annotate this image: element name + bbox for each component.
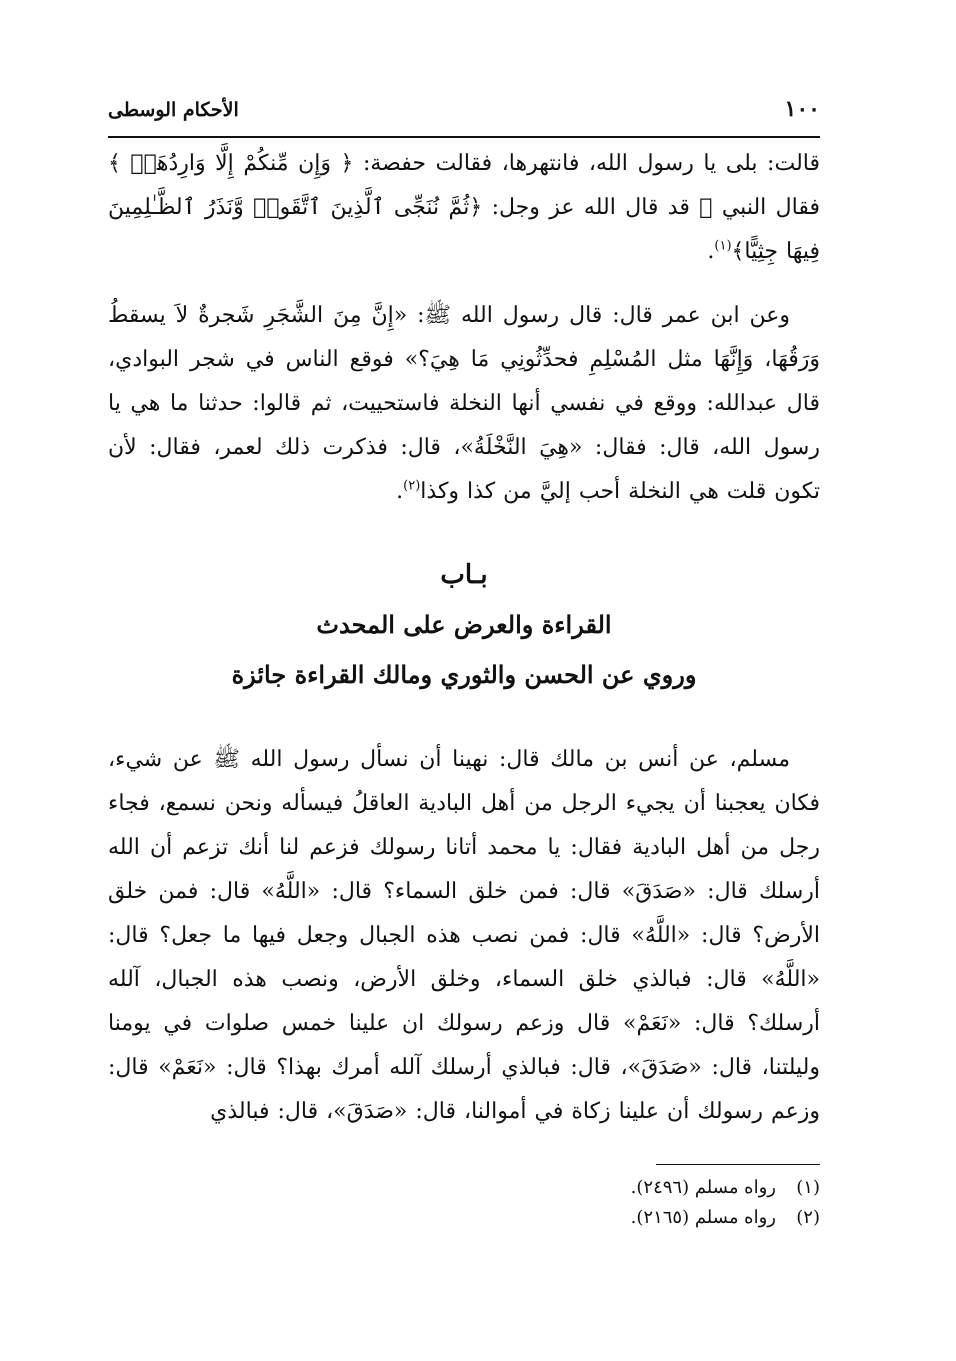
paragraph-hafsa: قالت: بلى يا رسول الله، فانتهرها، فقالت حفصة: ﴿ وَإِن مِّنكُمْ إِلَّا وَارِدُهَاۚ ﴾ فقال النبي ﷺ قد قال الله عز وجل: ﴿ثُمَّ نُنَجِّى ٱلَّذِينَ ٱتَّقَوا۟ وَّنَذَرُ ٱلظَّـٰلِمِينَ فِيهَا جِثِيًّا﴾$^{(١)}$. — [108, 151, 820, 264]
page-number: ١٠٠ — [784, 96, 820, 122]
paragraph-ibn-umar: وعن ابن عمر قال: قال رسول الله ﷺ: «إِنَّ مِنَ الشَّجَرِ شَجرةٌ لاَ يسقطُ وَرَقُهَا، وَإِنَّهَا مثل المُسْلِمِ فحدِّثُونِي مَا هِيَ؟» فوقع الناس في شجر البوادي، قال عبدالله: ووقع في نفسي أنها النخلة فاستحييت، ثم قالوا: حدثنا ما هي يا رسول الله، قال: فقال: «هِيَ النَّخْلَةُ»، قال: فذكرت ذلك لعمر، فقال: لأن تكون قلت هي النخلة أحب إليَّ من كذا وكذا$^{(٢)}$. — [108, 303, 821, 504]
chapter-label: بـاب — [440, 560, 488, 590]
footnote-text: رواه مسلم (٢٤٩٦). — [630, 1177, 776, 1198]
footnote-number: (٢) — [796, 1207, 820, 1228]
header-rule — [108, 136, 820, 138]
footnotes — [108, 1173, 820, 1233]
paragraph-anas: مسلم، عن أنس بن مالك قال: نهينا أن نسأل رسول الله ﷺ عن شيء، فكان يعجبنا أن يجيء الرجل من أهل البادية العاقلُ فيسأله ونحن نسمع، فجاء رجل من أهل البادية فقال: يا محمد أتانا رسولك فزعم لنا أنك تزعم أن الله أرسلك قال: «صَدَقَ» قال: فمن خلق السماء؟ قال: «اللَّهُ» قال: فمن خلق الأرض؟ قال: «اللَّهُ» قال: فمن نصب هذه الجبال وجعل فيها ما جعل؟ قال: «اللَّهُ» قال: فبالذي خلق السماء، وخلق الأرض، ونصب هذه الجبال، آلله أرسلك؟ قال: «نَعَمْ» قال وزعم رسولك ان علينا خمس صلوات في يومنا وليلتنا، قال: «صَدَقَ»، قال: فبالذي أرسلك آلله أمرك بهذا؟ قال: «نَعَمْ» قال: وزعم رسولك أن علينا زكاة في أموالنا، قال: «صَدَقَ»، قال: فبالذي — [108, 747, 820, 1124]
footnote-rule — [656, 1164, 820, 1165]
chapter-title-line-2: وروي عن الحسن والثوري ومالك القراءة جائزة — [231, 660, 697, 689]
paragraph-text: وعن ابن عمر قال: قال رسول الله ﷺ: «إِنَّ مِنَ الشَّجَرِ شَجرةٌ لاَ يسقطُ وَرَقُهَا، وَإِنَّهَا مثل المُسْلِمِ فحدِّثُونِي مَا هِيَ؟» فوقع الناس في شجر البوادي، قال عبدالله: ووقع في نفسي أنها النخلة فاستحييت، ثم قالوا: حدثنا ما هي يا رسول الله، قال: فقال: «هِيَ النَّخْلَةُ»، قال: فذكرت ذلك لعمر، فقال: لأن تكون قلت هي النخلة أحب إليَّ من كذا وكذا — [108, 303, 821, 504]
paragraph-text: قالت: بلى يا رسول الله، فانتهرها، فقالت حفصة: ﴿ وَإِن مِّنكُمْ إِلَّا وَارِدُهَاۚ ﴾ فقال النبي ﷺ قد قال الله عز وجل: ﴿ثُمَّ نُنَجِّى ٱلَّذِينَ ٱتَّقَوا۟ وَّنَذَرُ ٱلظَّـٰلِمِينَ فِيهَا جِثِيًّا﴾ — [108, 151, 820, 264]
footnote-marker: (١) — [714, 238, 732, 254]
footnote-item — [108, 1203, 820, 1233]
chapter-title-line-1: القراءة والعرض على المحدث — [316, 610, 612, 639]
footnote-number: (١) — [796, 1177, 820, 1198]
spacer — [108, 514, 820, 550]
chapter-heading — [108, 550, 820, 700]
spacer — [108, 700, 820, 738]
spacer — [108, 274, 820, 294]
footnote-text: رواه مسلم (٢١٦٥). — [630, 1207, 776, 1228]
footnote-marker: (٢) — [403, 478, 421, 494]
book-page — [108, 96, 820, 1233]
running-header — [108, 96, 820, 136]
book-title: الأحكام الوسطى — [108, 99, 239, 121]
footnote-item — [108, 1173, 820, 1203]
